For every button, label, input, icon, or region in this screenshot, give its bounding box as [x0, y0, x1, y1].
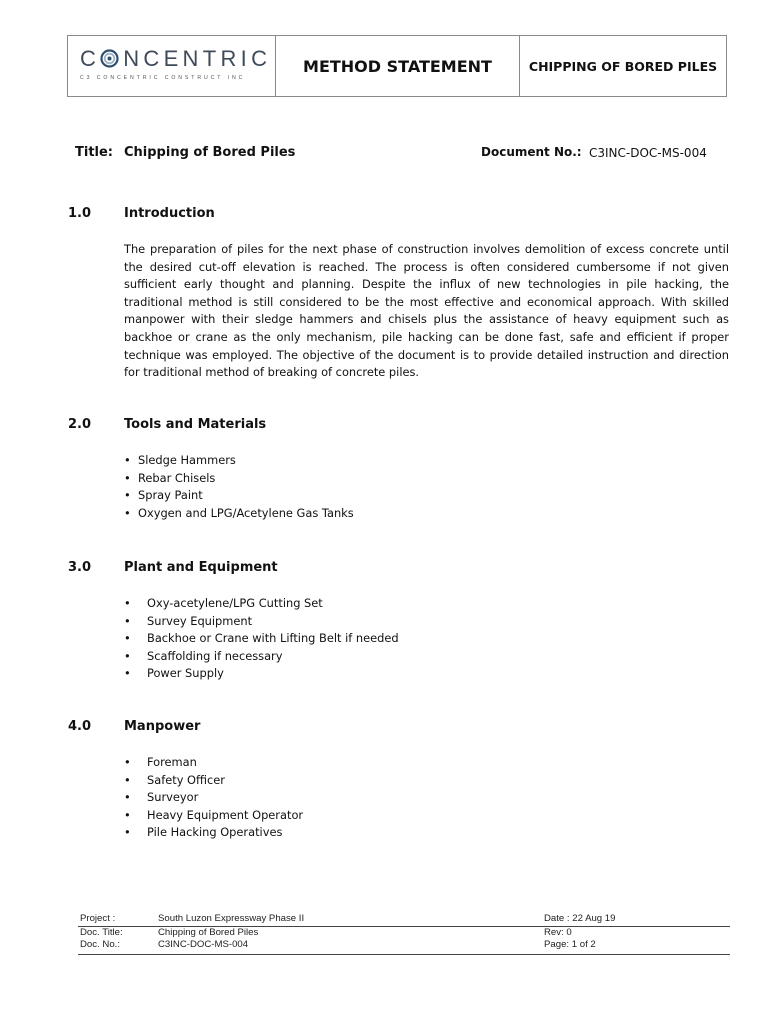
footer-right: Rev: 0 [544, 927, 572, 938]
document-number-label: Document No.: [481, 145, 582, 159]
list-item-text: Sledge Hammers [138, 453, 236, 467]
bullet-icon: • [124, 772, 131, 787]
tools-list [124, 452, 354, 522]
section-title: Tools and Materials [124, 417, 267, 432]
footer-value: Chipping of Bored Piles [158, 927, 259, 938]
document-type: METHOD STATEMENT [276, 36, 520, 96]
list-item-text: Spray Paint [138, 488, 203, 503]
section-number: 3.0 [68, 560, 92, 575]
list-item-text: Rebar Chisels [138, 470, 216, 485]
list-item [124, 789, 303, 807]
logo-tagline: C3 CONCENTRIC CONSTRUCT INC [80, 75, 246, 81]
footer-label: Doc. No.: [80, 939, 120, 950]
footer-divider [78, 926, 730, 927]
list-item-text: Heavy Equipment Operator [147, 807, 304, 822]
footer-label: Doc. Title: [80, 927, 123, 938]
introduction-paragraph: The preparation of piles for the next phase of construction involves demolition of excess concrete until the desired cut-off elevation is reached. The process is often considered cumbersome if not given sufficient early thought and planning. Despite the influx of new technologies in pile hacking, the traditional method is still considered to be the most effective and economical approach. With skilled manpower with their sledge hammers and chisels plus the assistance of heavy equipment such as backhoe or crane as the only mechanism, pile hacking can be done fast, safe and efficient if proper technique was employed. The objective of the document is to provide detailed instruction and direction for traditional method of breaking of concrete piles. [124, 242, 729, 380]
list-item [124, 505, 354, 523]
document-subject: CHIPPING OF BORED PILES [528, 58, 718, 74]
list-item [124, 470, 354, 488]
document-number-value: C3INC-DOC-MS-004 [589, 146, 707, 160]
list-item [124, 772, 303, 790]
footer-row [78, 927, 730, 939]
list-item [124, 648, 399, 666]
bullet-icon: • [124, 648, 131, 663]
list-item [124, 807, 303, 825]
section-number: 2.0 [68, 417, 92, 432]
list-item [124, 665, 399, 683]
section-title: Plant and Equipment [124, 560, 278, 575]
manpower-list [124, 754, 303, 842]
company-logo [68, 36, 276, 96]
bullet-icon: • [124, 825, 131, 840]
list-item-text: Scaffolding if necessary [147, 648, 283, 663]
list-item [124, 595, 399, 613]
footer-right: Page: 1 of 2 [544, 939, 596, 950]
section-title: Manpower [124, 719, 201, 734]
bullet-icon: • [124, 488, 131, 503]
title-value: Chipping of Bored Piles [124, 145, 296, 160]
footer-value: C3INC-DOC-MS-004 [158, 939, 249, 950]
list-item-text: Surveyor [147, 790, 199, 805]
bullet-icon: • [124, 453, 131, 467]
logo-ring-icon [100, 49, 119, 68]
footer-row [78, 913, 730, 925]
list-item [124, 824, 303, 842]
bullet-icon: • [124, 596, 131, 610]
list-item [124, 613, 399, 631]
bullet-icon: • [124, 470, 131, 485]
footer-value: South Luzon Expressway Phase II [158, 913, 305, 924]
logo-rest-letters: NCENTRIC [123, 46, 272, 71]
list-item-text: Oxy-acetylene/LPG Cutting Set [147, 596, 323, 610]
list-item-text: Power Supply [147, 666, 224, 681]
bullet-icon: • [124, 755, 131, 769]
list-item-text: Survey Equipment [147, 613, 253, 628]
bullet-icon: • [124, 613, 131, 628]
document-footer [78, 913, 730, 951]
footer-right: Date : 22 Aug 19 [544, 913, 616, 924]
list-item [124, 630, 399, 648]
bullet-icon: • [124, 807, 131, 822]
footer-divider [78, 954, 730, 955]
bullet-icon: • [124, 790, 131, 805]
section-number: 1.0 [68, 206, 92, 221]
logo-c-letter: C [80, 46, 101, 71]
bullet-icon: • [124, 666, 131, 681]
list-item [124, 754, 303, 772]
list-item-text: Backhoe or Crane with Lifting Belt if needed [147, 631, 399, 646]
footer-label: Project : [80, 913, 116, 924]
list-item-text: Pile Hacking Operatives [147, 825, 283, 840]
list-item [124, 487, 354, 505]
bullet-icon: • [124, 505, 131, 520]
document-header [67, 35, 727, 97]
section-number: 4.0 [68, 719, 92, 734]
logo-wordmark [80, 46, 272, 71]
list-item [124, 452, 354, 470]
list-item-text: Foreman [147, 755, 197, 769]
list-item-text: Oxygen and LPG/Acetylene Gas Tanks [138, 505, 354, 520]
list-item-text: Safety Officer [147, 772, 225, 787]
section-title: Introduction [124, 206, 215, 221]
bullet-icon: • [124, 631, 131, 646]
title-label: Title: [75, 145, 114, 160]
equipment-list [124, 595, 399, 683]
footer-row [78, 939, 730, 951]
